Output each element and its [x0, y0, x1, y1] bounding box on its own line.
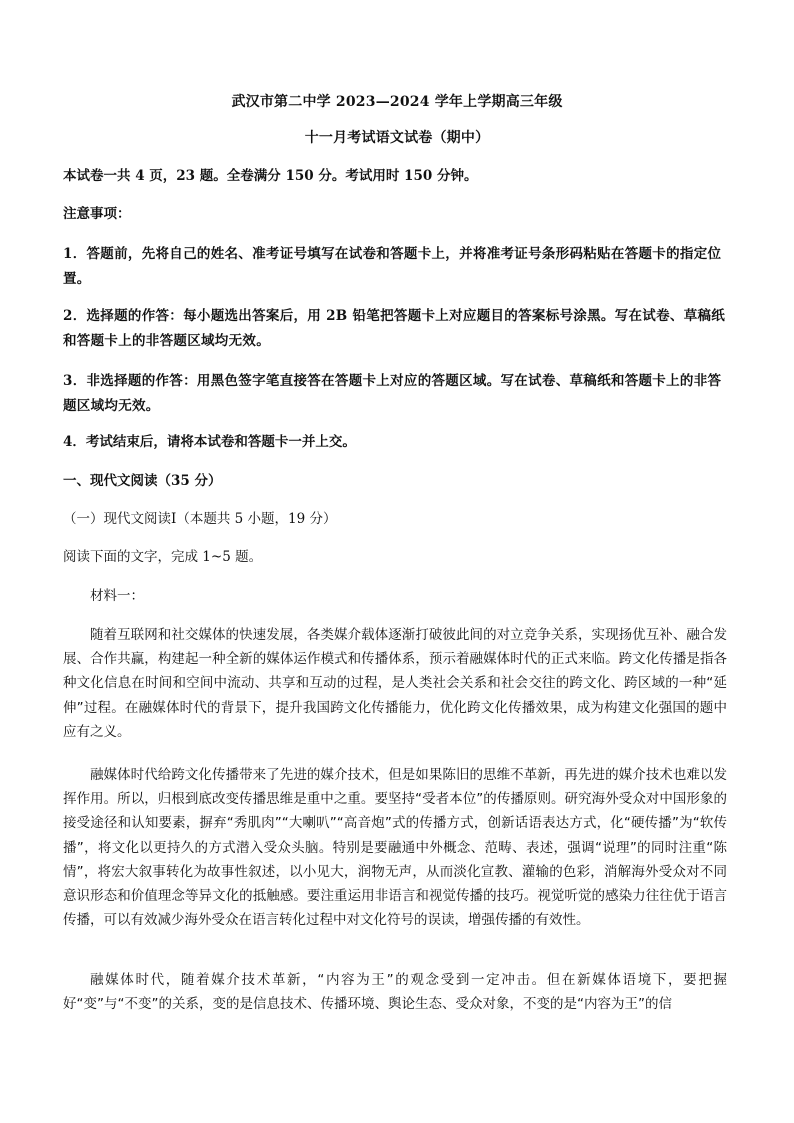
notice-item: 4．考试结束后，请将本试卷和答题卡一并上交。 — [63, 434, 356, 450]
notice-item: 2．选择题的作答：每小题选出答案后，用 2B 铅笔把答题卡上对应题目的答案标号涂黑。写在试卷、草稿纸和答题卡上的非答题区域均无效。 — [63, 308, 726, 349]
subsection-heading: （一）现代文阅读Ⅰ（本题共 5 小题，19 分） — [63, 511, 337, 527]
body-paragraph: 融媒体时代，随着媒介技术革新，“内容为王”的观念受到一定冲击。但在新媒体语境下，要把握好“变”与“不变”的关系，变的是信息技术、传播环境、舆论生态、受众对象，不变的是“内容为王”的信 — [63, 972, 727, 1013]
school-title: 武汉市第二中学 2023—2024 学年上学期高三年级 — [231, 94, 563, 110]
material-label: 材料一： — [90, 588, 144, 604]
notice-heading: 注意事项： — [63, 206, 131, 222]
exam-intro: 本试卷一共 4 页，23 题。全卷满分 150 分。考试用时 150 分钟。 — [63, 168, 478, 184]
body-paragraph: 融媒体时代给跨文化传播带来了先进的媒介技术，但是如果陈旧的思维不革新，再先进的媒介技术也难以发挥作用。所以，归根到底改变传播思维是重中之重。要坚持“受者本位”的传播原则。研究海外受众对中国形象的接受途径和认知要素，摒弃“秀肌肉”“大喇叭”“高音炮”式的传播方式，创新话语表达方式，化“硬传播”为“软传播”，将文化以更持久的方式潜入受众头脑。特别是要融通中外概念、范畴、表述，强调“说理”的同时注重“陈情”，将宏大叙事转化为故事性叙述，以小见大，润物无声，从而淡化宣教、灌输的色彩，消解海外受众对不同意识形态和价值理念等异文化的抵触感。要注重运用非语言和视觉传播的技巧。视觉听觉的感染力往往优于语言传播，可以有效减少海外受众在语言转化过程中对文化符号的误读，增强传播的有效性。 — [63, 767, 727, 929]
exam-title: 十一月考试语文试卷（期中） — [304, 130, 490, 146]
notice-item: 3．非选择题的作答：用黑色签字笔直接答在答题卡上对应的答题区域。写在试卷、草稿纸和答题卡上的非答题区域均无效。 — [63, 373, 722, 414]
notice-item: 1．答题前，先将自己的姓名、准考证号填写在试卷和答题卡上，并将准考证号条形码粘贴在答题卡的指定位置。 — [63, 246, 722, 287]
section-heading: 一、现代文阅读（35 分） — [63, 473, 222, 489]
reading-instruction: 阅读下面的文字，完成 1~5 题。 — [63, 549, 263, 565]
body-paragraph: 随着互联网和社交媒体的快速发展，各类媒介载体逐渐打破彼此间的对立竞争关系，实现扬优互补、融合发展、合作共赢，构建起一种全新的媒体运作模式和传播体系，预示着融媒体时代的正式来临。跨文化传播是指各种文化信息在时间和空间中流动、共享和互动的过程，是人类社会关系和社会交往的跨文化、跨区域的一种“延伸”过程。在融媒体时代的背景下，提升我国跨文化传播能力，优化跨文化传播效果，成为构建文化强国的题中应有之义。 — [63, 627, 727, 740]
